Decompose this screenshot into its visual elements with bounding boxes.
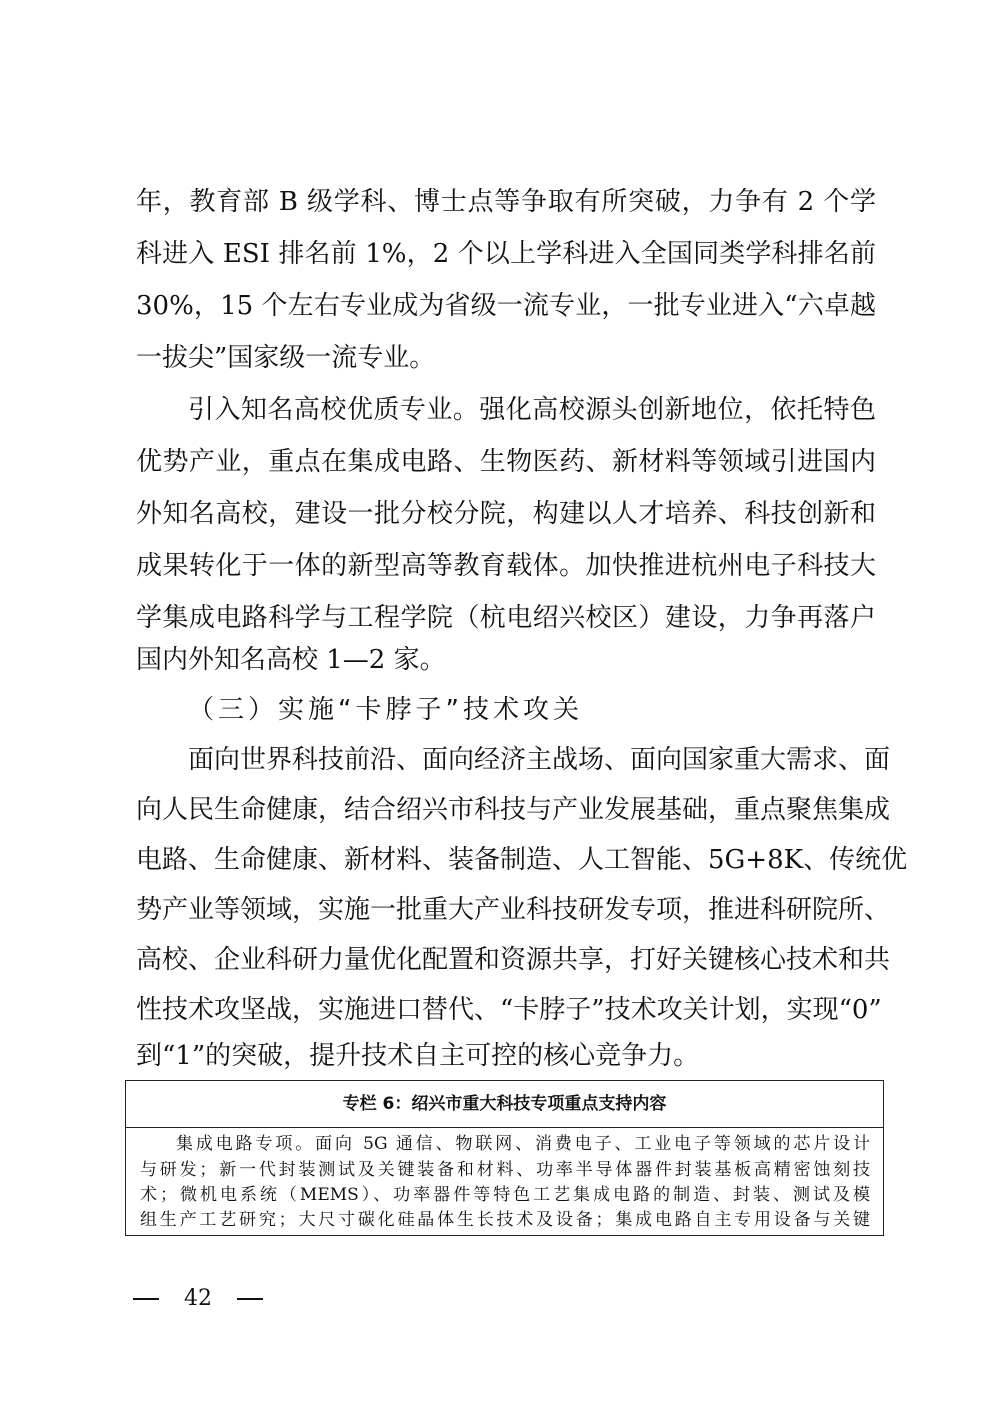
paragraph-line: 电路、生命健康、新材料、装备制造、人工智能、5G+8K、传统优 [136, 845, 908, 875]
paragraph-line: 成果转化于一体的新型高等教育载体。加快推进杭州电子科技大 [136, 551, 876, 581]
paragraph-line: 学集成电路科学与工程学院（杭电绍兴校区）建设，力争再落户 [136, 603, 876, 633]
paragraph-line: 到“1”的突破，提升技术自主可控的核心竞争力。 [136, 1041, 700, 1071]
box-text-line: 术；微机电系统（MEMS）、功率器件等特色工艺集成电路的制造、封装、测试及模 [140, 1185, 870, 1205]
page-footer [133, 1283, 263, 1315]
section-heading: （三）实施“卡脖子”技术攻关 [188, 695, 583, 725]
paragraph-line: 面向世界科技前沿、面向经济主战场、面向国家重大需求、面 [188, 745, 891, 775]
box-text-line: 集成电路专项。面向 5G 通信、物联网、消费电子、工业电子等领域的芯片设计 [176, 1134, 870, 1154]
box-text-line: 组生产工艺研究；大尺寸碳化硅晶体生长技术及设备；集成电路自主专用设备与关键 [140, 1210, 870, 1230]
box-text-line: 与研发；新一代封装测试及关键装备和材料、功率半导体器件封装基板高精密蚀刻技 [140, 1160, 870, 1180]
paragraph-line: 高校、企业科研力量优化配置和资源共享，打好关键核心技术和共 [136, 945, 891, 975]
footer-dash-right [237, 1298, 263, 1300]
paragraph-line: 势产业等领域，实施一批重大产业科技研发专项，推进科研院所、 [136, 895, 891, 925]
paragraph-line: 向人民生命健康，结合绍兴市科技与产业发展基础，重点聚焦集成 [136, 795, 891, 825]
paragraph-line: 优势产业，重点在集成电路、生物医药、新材料等领域引进国内 [136, 447, 876, 477]
paragraph-line: 外知名高校，建设一批分校分院，构建以人才培养、科技创新和 [136, 499, 876, 529]
paragraph-line: 30%，15 个左右专业成为省级一流专业，一批专业进入“六卓越 [136, 291, 876, 321]
special-column-box [125, 1080, 884, 1236]
paragraph-line: 性技术攻坚战，实施进口替代、“卡脖子”技术攻关计划，实现“0” [136, 995, 882, 1025]
paragraph-line: 一拔尖”国家级一流专业。 [136, 343, 436, 373]
footer-dash-left [133, 1298, 159, 1300]
box-title: 专栏 6：绍兴市重大科技专项重点支持内容 [126, 1081, 883, 1128]
paragraph-line: 引入知名高校优质专业。强化高校源头创新地位，依托特色 [188, 395, 876, 425]
paragraph-line: 科进入 ESI 排名前 1%，2 个以上学科进入全国同类学科排名前 [136, 239, 876, 269]
page-number: 42 [184, 1286, 212, 1311]
paragraph-line: 国内外知名高校 1—2 家。 [136, 645, 446, 675]
paragraph-line: 年，教育部 B 级学科、博士点等争取有所突破，力争有 2 个学 [136, 187, 876, 217]
